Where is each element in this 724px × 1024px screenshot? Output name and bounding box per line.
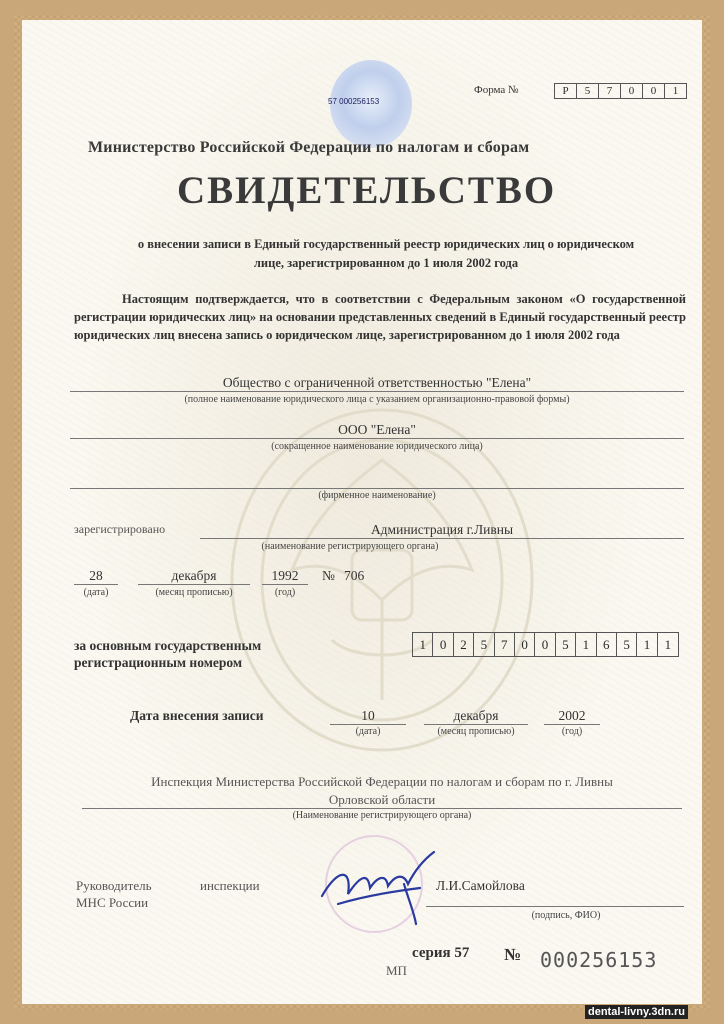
signature-stamp — [308, 828, 444, 938]
short-legal-name: ООО "Елена" — [70, 422, 684, 439]
inspection-name-line-2: Орловской области — [82, 792, 682, 809]
ogrn-digit: 2 — [454, 633, 474, 656]
entry-date-label: Дата внесения записи — [130, 708, 264, 723]
inspection-name-line-1: Инспекция Министерства Российской Федерации по налогам и сборам по г. Ливны — [151, 774, 613, 789]
subtitle-line-1: о внесении записи в Единый государственный реестр юридических лиц о юридическом — [137, 237, 635, 251]
ogrn-label-line-1: за основным государственным — [74, 638, 262, 653]
signature-line — [426, 906, 684, 907]
registration-number: 706 — [344, 568, 365, 583]
full-legal-name: Общество с ограниченной ответственностью "Елена" — [70, 375, 684, 392]
entry-day-hint: (дата) — [355, 726, 381, 737]
form-code-char: 0 — [643, 84, 665, 98]
stamp-place-label: МП — [386, 963, 407, 978]
confirmation-paragraph: Настоящим подтверждается, что в соответствии с Федеральным законом «О государственной регистрации юридических лиц» на основании представленных сведений в Единый государственный реестр юридических лиц внесена запись о юридическом лице, зарегистрированном до 1 июля 2002 года — [74, 292, 686, 342]
head-title-line-1: Руководитель — [76, 878, 152, 893]
entry-month: декабря — [424, 708, 528, 725]
document-title: СВИДЕТЕЛЬСТВО — [177, 169, 557, 212]
entry-year: 2002 — [544, 708, 600, 725]
ogrn-digit: 0 — [515, 633, 535, 656]
ogrn-label-line-2: регистрационным номером — [74, 655, 243, 670]
form-code-char: 5 — [577, 84, 599, 98]
form-code-char: 1 — [672, 85, 679, 97]
subtitle-line-2: лице, зарегистрированном до 1 июля 2002 года — [253, 256, 519, 270]
site-watermark: dental-livny.3dn.ru — [585, 1005, 688, 1019]
registration-number-sign: № — [322, 568, 335, 583]
year-hint: (год) — [274, 587, 296, 598]
ogrn-digit: 1 — [413, 633, 433, 656]
hologram-number: 57 000256153 — [328, 97, 380, 106]
head-title-line-2: МНС России — [76, 895, 149, 910]
ogrn-digit: 6 — [597, 633, 617, 656]
ogrn-digit: 0 — [433, 633, 453, 656]
short-legal-name-hint: (сокращенное наименование юридического лица) — [271, 441, 483, 452]
form-code-char: 0 — [621, 84, 643, 98]
entry-year-hint: (год) — [561, 726, 583, 737]
registration-month: декабря — [138, 568, 250, 585]
ogrn-digit: 0 — [535, 633, 555, 656]
inspection-hint: (Наименование регистрирующего органа) — [292, 810, 472, 821]
registered-label: зарегистрировано — [74, 522, 166, 536]
form-code-char: Р — [555, 84, 577, 98]
brand-name — [70, 472, 684, 489]
series-label: серия 57 — [412, 945, 470, 961]
ogrn-boxes — [412, 632, 679, 657]
ogrn-digit: 1 — [637, 633, 657, 656]
certificate-sheet — [22, 20, 702, 1004]
certificate-serial-number: 000256153 — [540, 948, 658, 972]
ogrn-digit: 5 — [556, 633, 576, 656]
ogrn-digit: 1 — [576, 633, 596, 656]
registering-authority: Администрация г.Ливны — [200, 522, 684, 539]
registration-day: 28 — [74, 568, 118, 585]
entry-month-hint: (месяц прописью) — [437, 726, 515, 737]
brand-name-hint: (фирменное наименование) — [318, 490, 436, 501]
head-title-word-2: инспекции — [200, 878, 260, 893]
ministry-heading: Министерство Российской Федерации по налогам и сборам — [88, 139, 530, 156]
head-name: Л.И.Самойлова — [436, 878, 525, 893]
day-hint: (дата) — [83, 587, 109, 598]
number-sign: № — [504, 945, 522, 964]
ogrn-digit: 7 — [495, 633, 515, 656]
ogrn-digit: 5 — [617, 633, 637, 656]
full-legal-name-hint: (полное наименование юридического лица с указанием организационно-правовой формы) — [184, 394, 570, 405]
registration-year: 1992 — [262, 568, 308, 585]
form-code-char: 7 — [599, 84, 621, 98]
month-hint: (месяц прописью) — [155, 587, 233, 598]
form-code-boxes — [554, 83, 687, 99]
ogrn-digit: 1 — [664, 637, 672, 652]
ogrn-digit: 5 — [474, 633, 494, 656]
form-label: Форма № — [474, 84, 519, 96]
signature-hint: (подпись, ФИО) — [531, 910, 601, 921]
entry-day: 10 — [330, 708, 406, 725]
registering-authority-hint: (наименование регистрирующего органа) — [261, 541, 439, 552]
